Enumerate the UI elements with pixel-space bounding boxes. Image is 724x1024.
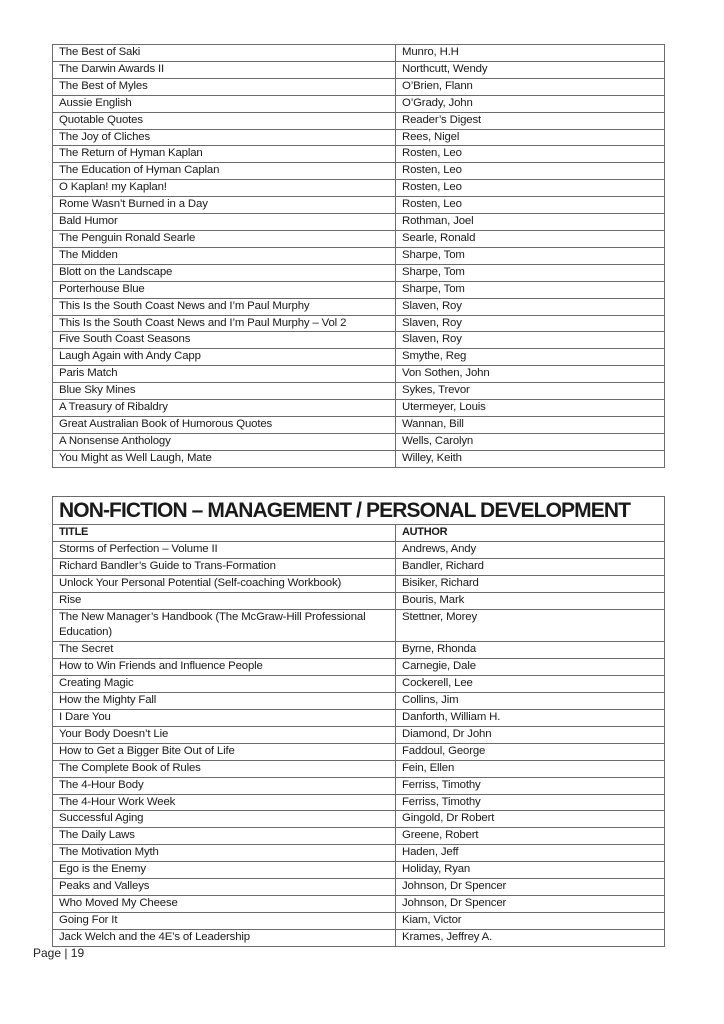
book-author-cell: Danforth, William H. xyxy=(396,709,665,726)
book-title-cell: You Might as Well Laugh, Mate xyxy=(53,450,396,467)
book-title-cell: Rise xyxy=(53,592,396,609)
book-title-cell: Who Moved My Cheese xyxy=(53,895,396,912)
book-title-cell: How the Mighty Fall xyxy=(53,693,396,710)
table-row xyxy=(53,400,665,417)
book-title-cell: A Nonsense Anthology xyxy=(53,433,396,450)
book-author-cell: Slaven, Roy xyxy=(396,315,665,332)
table-row xyxy=(53,726,665,743)
book-author-cell: O’Grady, John xyxy=(396,95,665,112)
book-author-cell: Rosten, Leo xyxy=(396,163,665,180)
book-author-cell: Faddoul, George xyxy=(396,743,665,760)
table-row xyxy=(53,416,665,433)
table-row xyxy=(53,642,665,659)
management-books-table xyxy=(52,496,665,947)
book-author-cell: Utermeyer, Louis xyxy=(396,400,665,417)
table-row xyxy=(53,383,665,400)
book-title-cell: The 4-Hour Body xyxy=(53,777,396,794)
book-author-cell: Bouris, Mark xyxy=(396,592,665,609)
book-author-cell: Collins, Jim xyxy=(396,693,665,710)
book-title-cell: This Is the South Coast News and I’m Paul Murphy – Vol 2 xyxy=(53,315,396,332)
book-title-cell: Five South Coast Seasons xyxy=(53,332,396,349)
book-title-cell: A Treasury of Ribaldry xyxy=(53,400,396,417)
table-row xyxy=(53,676,665,693)
book-author-cell: Ferriss, Timothy xyxy=(396,777,665,794)
book-title-cell: Porterhouse Blue xyxy=(53,281,396,298)
book-title-cell: The Best of Saki xyxy=(53,45,396,62)
table-row xyxy=(53,433,665,450)
table-row xyxy=(53,332,665,349)
table-row xyxy=(53,112,665,129)
book-title-cell: How to Win Friends and Influence People xyxy=(53,659,396,676)
table-row xyxy=(53,862,665,879)
book-title-cell: I Dare You xyxy=(53,709,396,726)
book-title-cell: Storms of Perfection – Volume II xyxy=(53,541,396,558)
book-title-cell: Peaks and Valleys xyxy=(53,879,396,896)
book-title-cell: The New Manager’s Handbook (The McGraw-Hill Professional Education) xyxy=(53,609,396,642)
table-row xyxy=(53,230,665,247)
book-author-cell: Von Sothen, John xyxy=(396,366,665,383)
book-title-cell: The Darwin Awards II xyxy=(53,61,396,78)
table-row xyxy=(53,450,665,467)
book-title-cell: Aussie English xyxy=(53,95,396,112)
table-row xyxy=(53,281,665,298)
table-row xyxy=(53,366,665,383)
book-title-cell: Successful Aging xyxy=(53,811,396,828)
book-author-cell: Wannan, Bill xyxy=(396,416,665,433)
table-row xyxy=(53,298,665,315)
book-title-cell: Blott on the Landscape xyxy=(53,264,396,281)
table-row xyxy=(53,247,665,264)
book-author-cell: Holiday, Ryan xyxy=(396,862,665,879)
book-author-cell: Munro, H.H xyxy=(396,45,665,62)
humour-books-table xyxy=(52,44,665,468)
book-title-cell: The Secret xyxy=(53,642,396,659)
book-title-cell: Unlock Your Personal Potential (Self-coaching Workbook) xyxy=(53,575,396,592)
book-title-cell: Great Australian Book of Humorous Quotes xyxy=(53,416,396,433)
table-row xyxy=(53,811,665,828)
table-row xyxy=(53,541,665,558)
table-row xyxy=(53,315,665,332)
book-author-cell: O’Brien, Flann xyxy=(396,78,665,95)
table-row xyxy=(53,912,665,929)
book-author-cell: Smythe, Reg xyxy=(396,349,665,366)
book-title-cell: The Joy of Cliches xyxy=(53,129,396,146)
book-author-cell: Byrne, Rhonda xyxy=(396,642,665,659)
table-row xyxy=(53,214,665,231)
table-row xyxy=(53,558,665,575)
table-row xyxy=(53,895,665,912)
book-author-cell: Bandler, Richard xyxy=(396,558,665,575)
book-author-cell: Willey, Keith xyxy=(396,450,665,467)
book-author-cell: Slaven, Roy xyxy=(396,298,665,315)
table-row xyxy=(53,180,665,197)
book-author-cell: Haden, Jeff xyxy=(396,845,665,862)
book-title-cell: The Daily Laws xyxy=(53,828,396,845)
book-title-cell: The 4-Hour Work Week xyxy=(53,794,396,811)
column-header-row xyxy=(53,525,665,542)
book-author-cell: Johnson, Dr Spencer xyxy=(396,879,665,896)
book-title-cell: Blue Sky Mines xyxy=(53,383,396,400)
table-row xyxy=(53,575,665,592)
table-row xyxy=(53,777,665,794)
book-title-cell: Jack Welch and the 4E’s of Leadership xyxy=(53,929,396,946)
table-row xyxy=(53,592,665,609)
table-row xyxy=(53,95,665,112)
book-title-cell: Quotable Quotes xyxy=(53,112,396,129)
column-header-title: TITLE xyxy=(53,525,396,542)
book-author-cell: Sharpe, Tom xyxy=(396,247,665,264)
book-author-cell: Fein, Ellen xyxy=(396,760,665,777)
book-author-cell: Searle, Ronald xyxy=(396,230,665,247)
table-row xyxy=(53,349,665,366)
table-row xyxy=(53,693,665,710)
column-header-author: AUTHOR xyxy=(396,525,665,542)
book-title-cell: Your Body Doesn’t Lie xyxy=(53,726,396,743)
table-row xyxy=(53,197,665,214)
book-author-cell: Cockerell, Lee xyxy=(396,676,665,693)
book-author-cell: Rees, Nigel xyxy=(396,129,665,146)
book-author-cell: Slaven, Roy xyxy=(396,332,665,349)
book-title-cell: The Best of Myles xyxy=(53,78,396,95)
book-author-cell: Johnson, Dr Spencer xyxy=(396,895,665,912)
book-author-cell: Sharpe, Tom xyxy=(396,281,665,298)
book-title-cell: Creating Magic xyxy=(53,676,396,693)
book-author-cell: Bisiker, Richard xyxy=(396,575,665,592)
table-row xyxy=(53,845,665,862)
book-title-cell: Paris Match xyxy=(53,366,396,383)
book-author-cell: Stettner, Morey xyxy=(396,609,665,642)
section-title-row xyxy=(53,497,665,525)
table-row xyxy=(53,659,665,676)
book-title-cell: Laugh Again with Andy Capp xyxy=(53,349,396,366)
management-books-table-body xyxy=(53,497,665,947)
book-author-cell: Sykes, Trevor xyxy=(396,383,665,400)
book-title-cell: The Education of Hyman Caplan xyxy=(53,163,396,180)
table-row xyxy=(53,129,665,146)
book-author-cell: Rothman, Joel xyxy=(396,214,665,231)
book-title-cell: Bald Humor xyxy=(53,214,396,231)
book-title-cell: The Penguin Ronald Searle xyxy=(53,230,396,247)
book-author-cell: Diamond, Dr John xyxy=(396,726,665,743)
book-title-cell: The Return of Hyman Kaplan xyxy=(53,146,396,163)
table-row xyxy=(53,709,665,726)
book-title-cell: How to Get a Bigger Bite Out of Life xyxy=(53,743,396,760)
book-author-cell: Reader’s Digest xyxy=(396,112,665,129)
book-author-cell: Ferriss, Timothy xyxy=(396,794,665,811)
book-author-cell: Wells, Carolyn xyxy=(396,433,665,450)
table-row xyxy=(53,794,665,811)
section-title: NON-FICTION – MANAGEMENT / PERSONAL DEVELOPMENT xyxy=(53,497,665,525)
book-title-cell: Ego is the Enemy xyxy=(53,862,396,879)
book-author-cell: Kiam, Victor xyxy=(396,912,665,929)
table-row xyxy=(53,264,665,281)
book-author-cell: Rosten, Leo xyxy=(396,180,665,197)
table-row xyxy=(53,879,665,896)
book-title-cell: Rome Wasn’t Burned in a Day xyxy=(53,197,396,214)
table-row xyxy=(53,163,665,180)
book-author-cell: Gingold, Dr Robert xyxy=(396,811,665,828)
humour-books-table-body xyxy=(53,45,665,468)
book-title-cell: Richard Bandler’s Guide to Trans-Formation xyxy=(53,558,396,575)
book-author-cell: Rosten, Leo xyxy=(396,146,665,163)
table-row xyxy=(53,828,665,845)
page-number: Page | 19 xyxy=(33,946,85,960)
book-author-cell: Andrews, Andy xyxy=(396,541,665,558)
book-author-cell: Northcutt, Wendy xyxy=(396,61,665,78)
book-title-cell: The Complete Book of Rules xyxy=(53,760,396,777)
book-title-cell: Going For It xyxy=(53,912,396,929)
table-row xyxy=(53,61,665,78)
table-row xyxy=(53,146,665,163)
book-title-cell: The Motivation Myth xyxy=(53,845,396,862)
book-author-cell: Greene, Robert xyxy=(396,828,665,845)
book-author-cell: Rosten, Leo xyxy=(396,197,665,214)
book-author-cell: Krames, Jeffrey A. xyxy=(396,929,665,946)
table-row xyxy=(53,929,665,946)
book-title-cell: The Midden xyxy=(53,247,396,264)
table-row xyxy=(53,45,665,62)
table-row xyxy=(53,743,665,760)
table-row xyxy=(53,609,665,642)
table-row xyxy=(53,78,665,95)
book-author-cell: Carnegie, Dale xyxy=(396,659,665,676)
book-author-cell: Sharpe, Tom xyxy=(396,264,665,281)
book-title-cell: This Is the South Coast News and I’m Paul Murphy xyxy=(53,298,396,315)
table-row xyxy=(53,760,665,777)
book-title-cell: O Kaplan! my Kaplan! xyxy=(53,180,396,197)
